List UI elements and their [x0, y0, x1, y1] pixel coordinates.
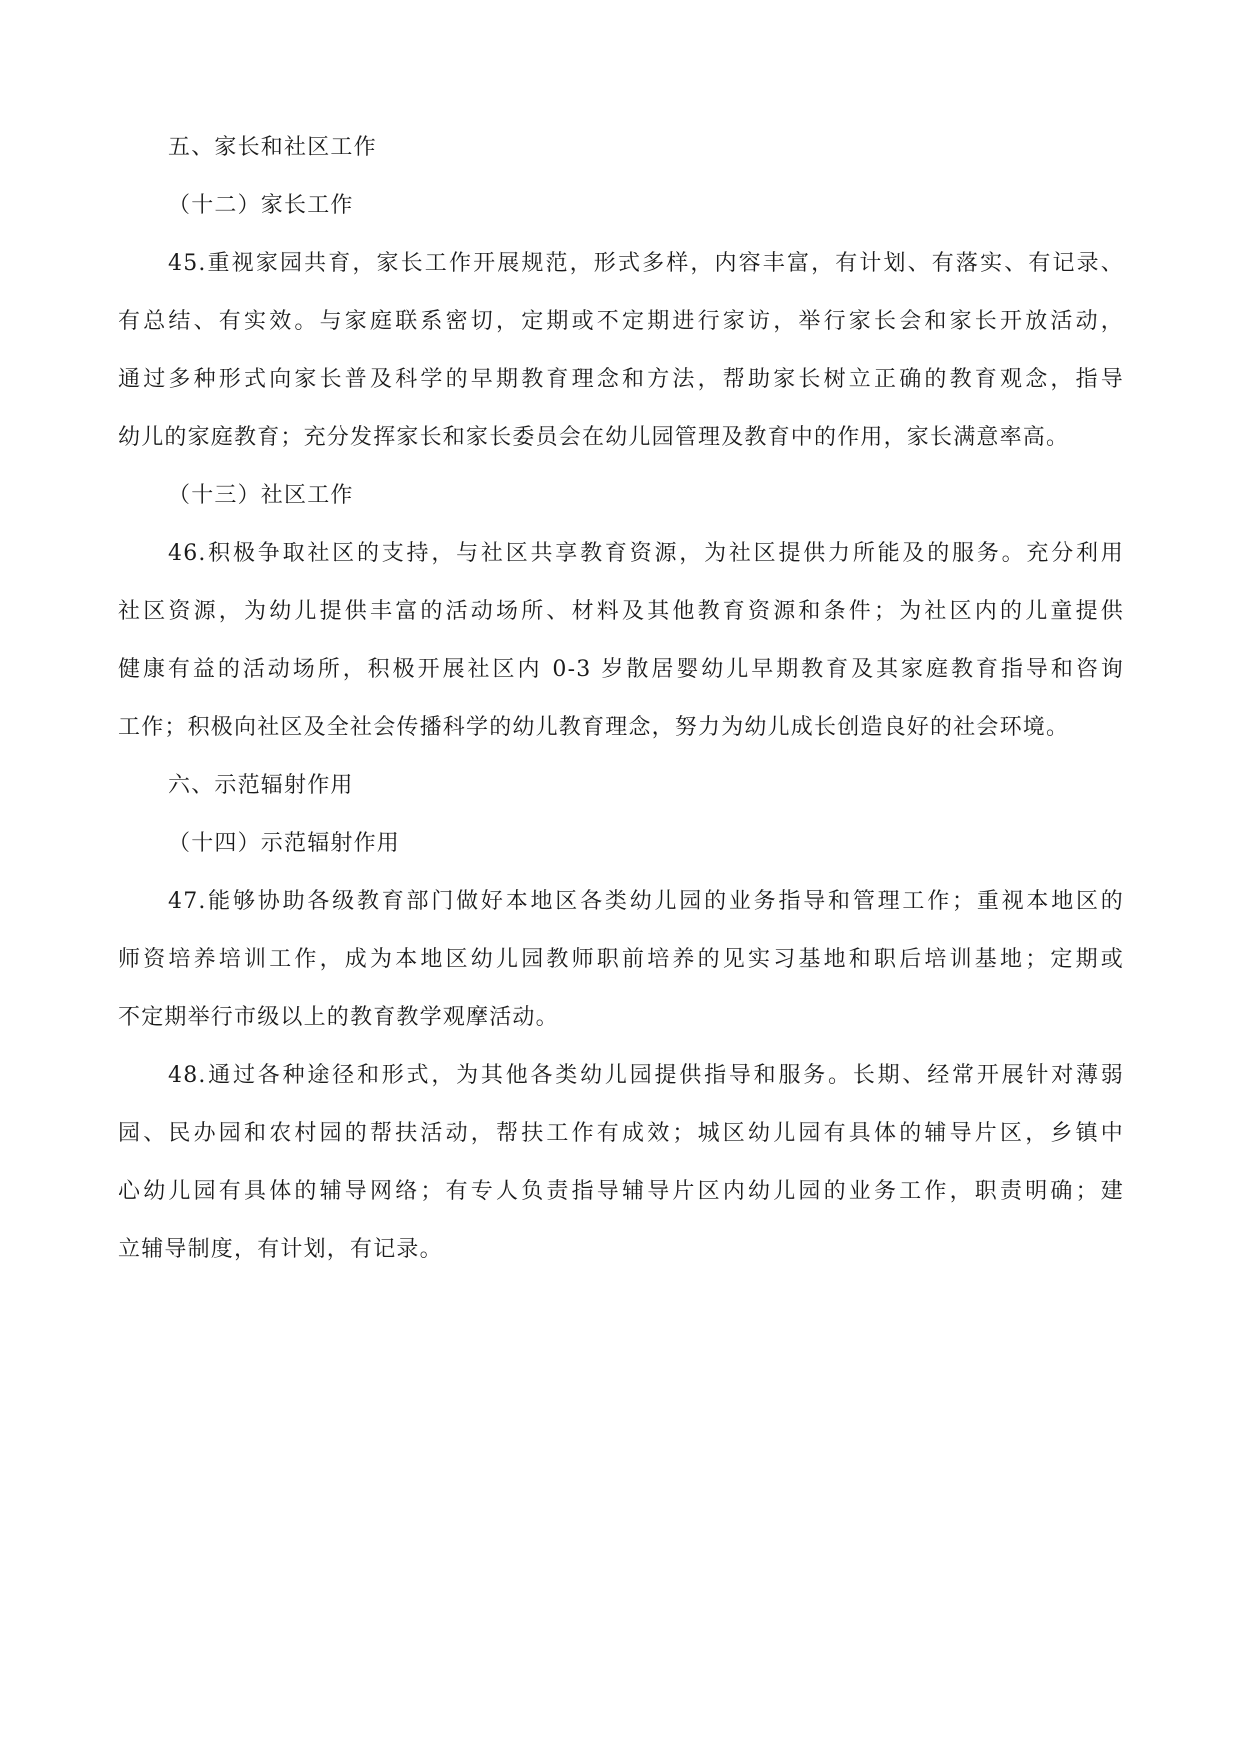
subsection-heading-13: （十三）社区工作: [168, 483, 354, 508]
paragraph-line: 师资培养培训工作，成为本地区幼儿园教师职前培养的见实习基地和职后培训基地；定期或: [118, 947, 1124, 972]
paragraph-45: [118, 244, 1124, 458]
paragraph-line: 不定期举行市级以上的教育教学观摩活动。: [118, 1005, 559, 1030]
subsection-heading-12: （十二）家长工作: [168, 193, 354, 218]
paragraph-line: 心幼儿园有具体的辅导网络；有专人负责指导辅导片区内幼儿园的业务工作，职责明确；建: [118, 1179, 1124, 1204]
document-body: [118, 128, 1124, 1288]
paragraph-line: 立辅导制度，有计划，有记录。: [118, 1237, 443, 1262]
paragraph-line: 社区资源，为幼儿提供丰富的活动场所、材料及其他教育资源和条件；为社区内的儿童提供: [118, 599, 1124, 624]
paragraph-line: 46.积极争取社区的支持，与社区共享教育资源，为社区提供力所能及的服务。充分利用: [168, 541, 1124, 566]
section-heading-5: 五、家长和社区工作: [168, 135, 377, 160]
paragraph-48: [118, 1056, 1124, 1270]
subsection-heading-14: （十四）示范辐射作用: [168, 831, 401, 856]
paragraph-46: [118, 534, 1124, 748]
paragraph-line: 幼儿的家庭教育；充分发挥家长和家长委员会在幼儿园管理及教育中的作用，家长满意率高。: [118, 425, 1070, 450]
paragraph-line: 47.能够协助各级教育部门做好本地区各类幼儿园的业务指导和管理工作；重视本地区的: [168, 889, 1124, 914]
paragraph-line: 通过多种形式向家长普及科学的早期教育理念和方法，帮助家长树立正确的教育观念，指导: [118, 367, 1124, 392]
paragraph-line: 45.重视家园共育，家长工作开展规范，形式多样，内容丰富，有计划、有落实、有记录、: [168, 251, 1124, 276]
paragraph-47: [118, 882, 1124, 1038]
paragraph-line: 工作；积极向社区及全社会传播科学的幼儿教育理念，努力为幼儿成长创造良好的社会环境。: [118, 715, 1070, 740]
paragraph-line: 健康有益的活动场所，积极开展社区内 0-3 岁散居婴幼儿早期教育及其家庭教育指导和咨询: [118, 657, 1124, 682]
paragraph-line: 园、民办园和农村园的帮扶活动，帮扶工作有成效；城区幼儿园有具体的辅导片区，乡镇中: [118, 1121, 1124, 1146]
section-heading-6: 六、示范辐射作用: [168, 773, 354, 798]
paragraph-line: 有总结、有实效。与家庭联系密切，定期或不定期进行家访，举行家长会和家长开放活动，: [118, 309, 1124, 334]
paragraph-line: 48.通过各种途径和形式，为其他各类幼儿园提供指导和服务。长期、经常开展针对薄弱: [168, 1063, 1124, 1088]
